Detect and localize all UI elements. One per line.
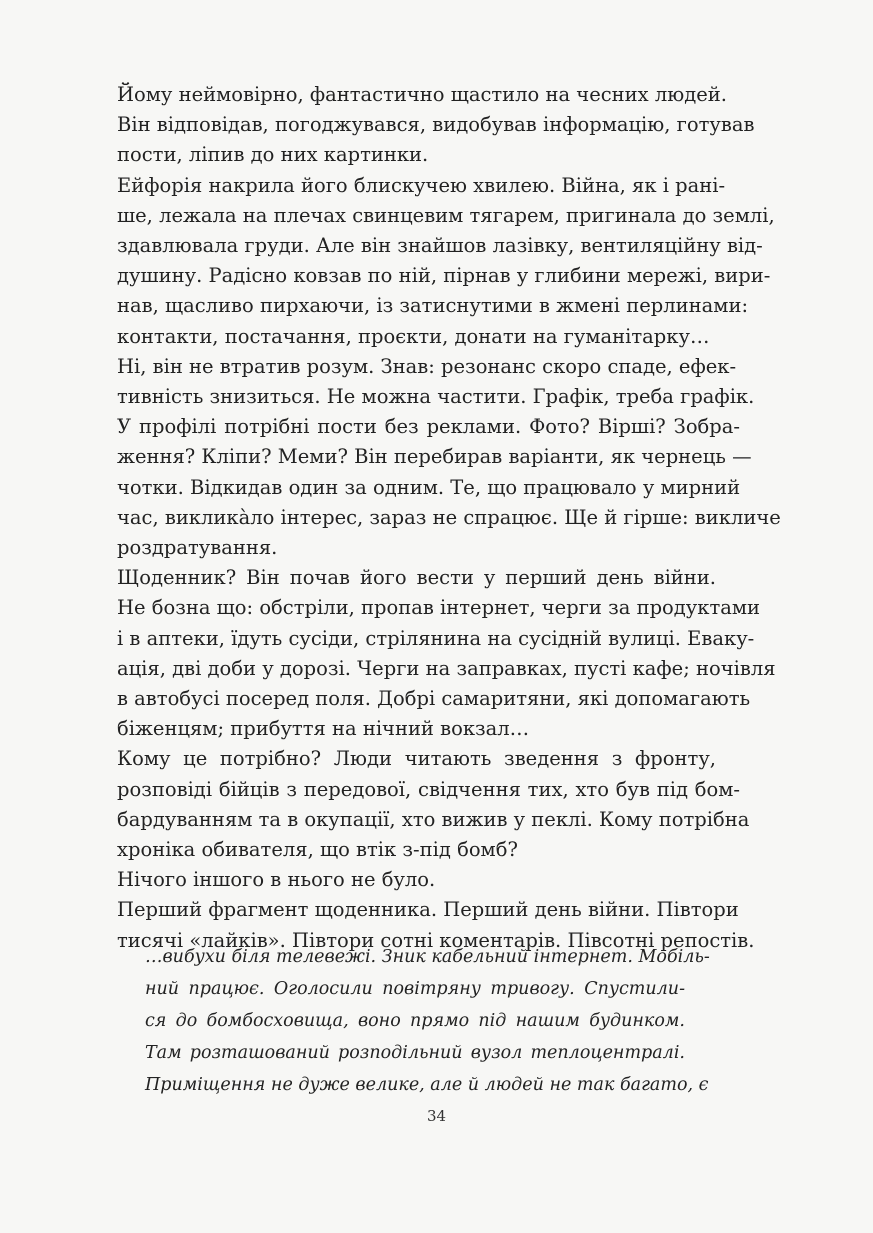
text-line: розповіді бійців з передової, свідчення тих, хто був під бом- — [117, 777, 740, 801]
paragraph — [117, 352, 781, 563]
quote-line: Там розташований розподільний вузол теплоцентралі. — [145, 1043, 685, 1063]
paragraph — [117, 744, 750, 865]
text-line: Щоденник? Він почав його вести у перший день війни. — [117, 566, 716, 590]
text-line: нав, щасливо пирхаючи, із затиснутими в жмені перлинами: — [117, 294, 749, 318]
text-line: чотки. Відкидав один за одним. Те, що працювало у мирний — [117, 475, 741, 499]
text-line: ація, дві доби у дорозі. Черги на заправках, пусті кафе; ночівля — [117, 656, 776, 680]
text-line: Кому це потрібно? Люди читають зведення з фронту, — [117, 747, 716, 771]
text-line: бардуванням та в окупації, хто вижив у пеклі. Кому потрібна — [117, 807, 750, 831]
page-number: 34 — [426, 1107, 447, 1125]
text-line: хроніка обивателя, що втік з-під бомб? — [117, 838, 518, 862]
text-line: пости, ліпив до них картинки. — [117, 143, 429, 167]
paragraph — [117, 80, 755, 171]
text-line: У профілі потрібні пости без реклами. Фото? Вірші? Зобра- — [117, 415, 740, 439]
text-line: тивність знизиться. Не можна частити. Графік, треба графік. — [117, 385, 755, 409]
paragraph — [117, 865, 740, 895]
quote-line: ний працює. Оголосили повітряну тривогу. Спустили- — [145, 979, 685, 999]
quote-line: ся до бомбосховища, воно прямо під нашим будинком. — [145, 1011, 685, 1031]
paragraph — [117, 563, 776, 744]
text-line: Йому неймовірно, фантастично щастило на чесних людей. — [117, 83, 727, 106]
text-line: контакти, постачання, проєкти, донати на гуманітарку… — [117, 324, 710, 348]
text-line: здавлювала груди. Але він знайшов лазівку, вентиляційну від- — [117, 234, 763, 258]
text-line: Нічого іншого в нього не було. — [117, 868, 436, 892]
main-text — [117, 80, 781, 956]
text-line: Він відповідав, погоджувався, видобував інформацію, готував — [117, 113, 755, 137]
text-line: і в аптеки, їдуть сусіди, стрілянина на сусідній вулиці. Еваку- — [117, 626, 755, 650]
paragraph — [117, 171, 775, 352]
text-line: Ні, він не втратив розум. Знав: резонанс скоро спаде, ефек- — [117, 354, 737, 378]
text-line: біженцям; прибуття на нічний вокзал… — [117, 717, 530, 741]
text-line: Перший фрагмент щоденника. Перший день війни. Півтори — [117, 898, 739, 922]
text-line: ше, лежала на плечах свинцевим тягарем, пригинала до землі, — [117, 203, 775, 227]
quote-line: …вибухи біля телевежі. Зник кабельний інтернет. Мобіль- — [145, 947, 710, 967]
text-line: Ейфорія накрила його блискучею хвилею. Війна, як і рані- — [117, 173, 726, 197]
diary-quote — [145, 941, 710, 1101]
text-line: в автобусі посеред поля. Добрі самаритяни, які допомагають — [117, 687, 751, 711]
quote-line: Приміщення не дуже велике, але й людей не так багато, є — [145, 1075, 709, 1095]
text-line: Не бозна що: обстріли, пропав інтернет, черги за продуктами — [117, 596, 761, 620]
text-line: душину. Радісно ковзав по ній, пірнав у глибини мережі, вири- — [117, 264, 771, 288]
text-line: тисячі «лайків». Півтори сотні коментарів. Півсотні репостів. — [117, 928, 755, 952]
text-line: роздратування. — [117, 536, 278, 560]
text-line: ження? Кліпи? Меми? Він перебирав варіанти, як чернець — — [117, 445, 752, 469]
text-line: час, викликàло інтерес, зараз не спрацює. Ще й гірше: викличе — [117, 505, 781, 529]
